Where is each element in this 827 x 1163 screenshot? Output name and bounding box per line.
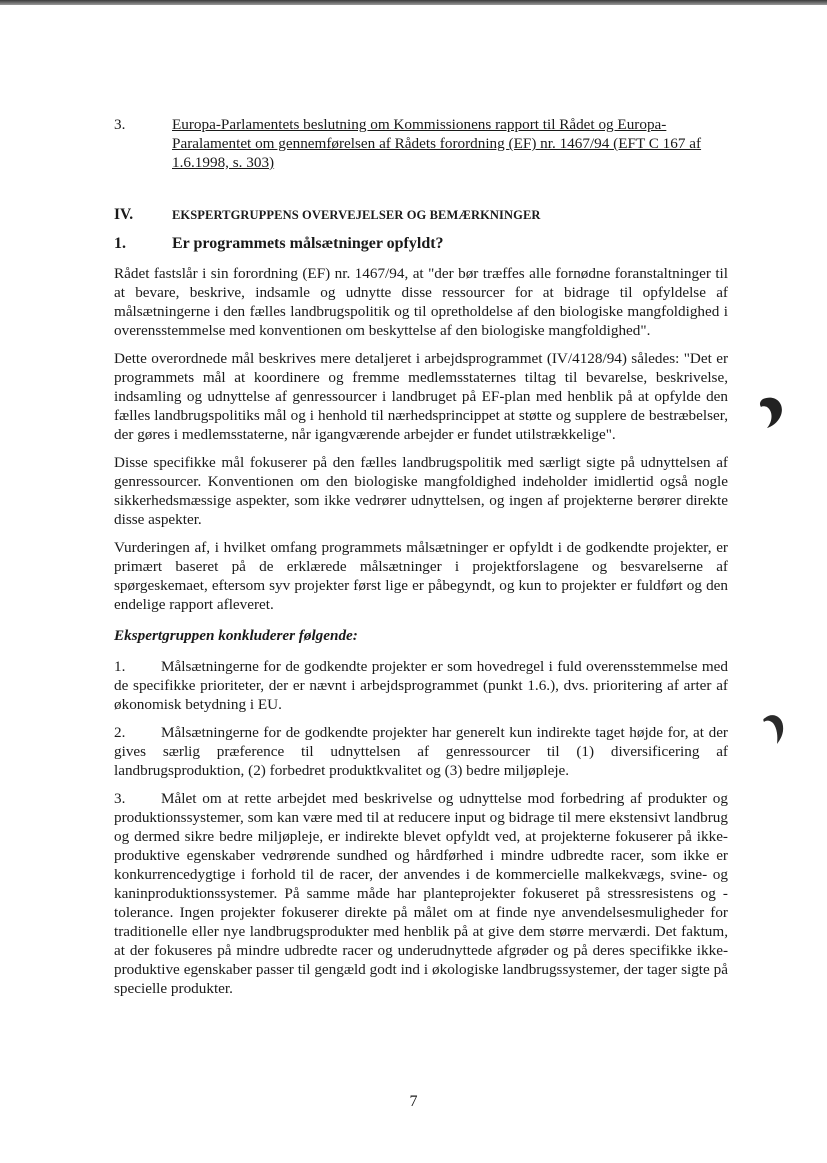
page-number: 7 (409, 1093, 418, 1110)
punch-hole-mark-lower (760, 712, 786, 746)
numbered-point (114, 723, 728, 780)
point-text: Målet om at rette arbejdet med beskrivelse og udnyttelse mod forbedring af produkter og produktionssystemer, som kan være med til at reducere input og bidrage til mere ekstensivt landbrug og dermed sikre bedre miljøpleje, er indirekte blevet opfyldt ved, at projekterne fokuserer på ikke-produktive egenskaber vedrørende sundhed og hårdførhed i mindre udbredte racer, som ikke er konkurrencedygtige i forhold til de racer, der anvendes i de kommercielle malkekvægs, svine- og kaninproduktionssystemer. På samme måde har planteprojekter fokuseret på stressresistens og -tolerance. Ingen projekter fokuserer direkte på målet om at finde nye anvendelsesmuligheder for traditionelle eller nye landbrugsprodukter med henblik på at give dem større merværdi. Det faktum, at der fokuseres på mindre udbredte racer og underudnyttede afgrøder og på deres specifikke ikke-produktive egenskaber passer til gengæld godt ind i økologiske landbrugssystemer, der tager sigte på specielle produkter. (114, 790, 728, 997)
section-title: EKSPERTGRUPPENS OVERVEJELSER OG BEMÆRKNINGER (172, 208, 541, 222)
body-text (114, 264, 728, 1007)
reference-number: 3. (114, 116, 126, 133)
reference-text: Europa-Parlamentets beslutning om Kommissionens rapport til Rådet og Europa-Paralamentet om gennemførelsen af Rådets forordning (EF) nr. 1467/94 (EFT C 167 af 1.6.1998, s. 303) (172, 116, 702, 171)
paragraph: Vurderingen af, i hvilket omfang programmets målsætninger er opfyldt i de godkendte projekter, er primært baseret på de erklærede målsætninger i projektforslagene og besvarelserne af spørgeskemaet, eftersom syv projekter først lige er påbegyndt, og kun to projekter er fuldført og den endelige rapport afleveret. (114, 539, 728, 613)
subsection-title: Er programmets målsætninger opfyldt? (172, 235, 444, 252)
point-number: 2. (114, 724, 126, 741)
point-text: Målsætningerne for de godkendte projekter har generelt kun indirekte taget højde for, at der gives særlig præference til udnyttelsen af genressourcer til (1) diversificering af landbrugsproduktion, (2) forbedret produktkvalitet og (3) bedre miljøpleje. (114, 724, 728, 779)
paragraph: Dette overordnede mål beskrives mere detaljeret i arbejdsprogrammet (IV/4128/94) således: "Det er programmets mål at koordinere og fremme medlemsstaternes tiltag til bevarelse, beskrivelse, indsamling og udnyttelse af genressourcer i landbruget på EF-plan med henblik på at opfylde den fælles landbrugspolitiks mål og i henhold til nærhedsprincippet at støtte og supplere de bestræbelser, der gøres i medlemsstaterne, når igangværende arbejder er fundet utilstrækkelige". (114, 350, 728, 443)
section-number: IV. (114, 206, 134, 223)
numbered-point (114, 789, 728, 998)
point-number: 1. (114, 658, 126, 675)
numbered-point (114, 657, 728, 714)
punch-hole-mark-upper (757, 395, 785, 431)
point-number: 3. (114, 790, 126, 807)
paragraph: Disse specifikke mål fokuserer på den fælles landbrugspolitik med særligt sigte på udnyttelsen af genressourcer. Konventionen om den biologiske mangfoldighed indeholder imidlertid også nogle sikkerhedsmæssige aspekter, som ikke vedrører udnyttelsen, og ingen af projekterne berører direkte disse aspekter. (114, 454, 728, 528)
subsection-number: 1. (114, 235, 126, 252)
conclusion-heading: Ekspertgruppen konkluderer følgende: (114, 627, 358, 644)
scan-edge-line (0, 0, 827, 5)
point-text: Målsætningerne for de godkendte projekter er som hovedregel i fuld overensstemmelse med de specifikke prioriteter, der er nævnt i arbejdsprogrammet (punkt 1.6.), dvs. prioritering af arter af økonomisk betydning i EU. (114, 658, 728, 713)
paragraph: Rådet fastslår i sin forordning (EF) nr. 1467/94, at "der bør træffes alle fornødne foranstaltninger til at bevare, beskrive, indsamle og udnytte disse ressourcer for at bidrage til opfyldelse af målsætningerne i den fælles landbrugspolitik og til opretholdelse af den biologiske mangfoldighed i overensstemmelse med konventionen om beskyttelse af den biologiske mangfoldighed". (114, 265, 728, 339)
